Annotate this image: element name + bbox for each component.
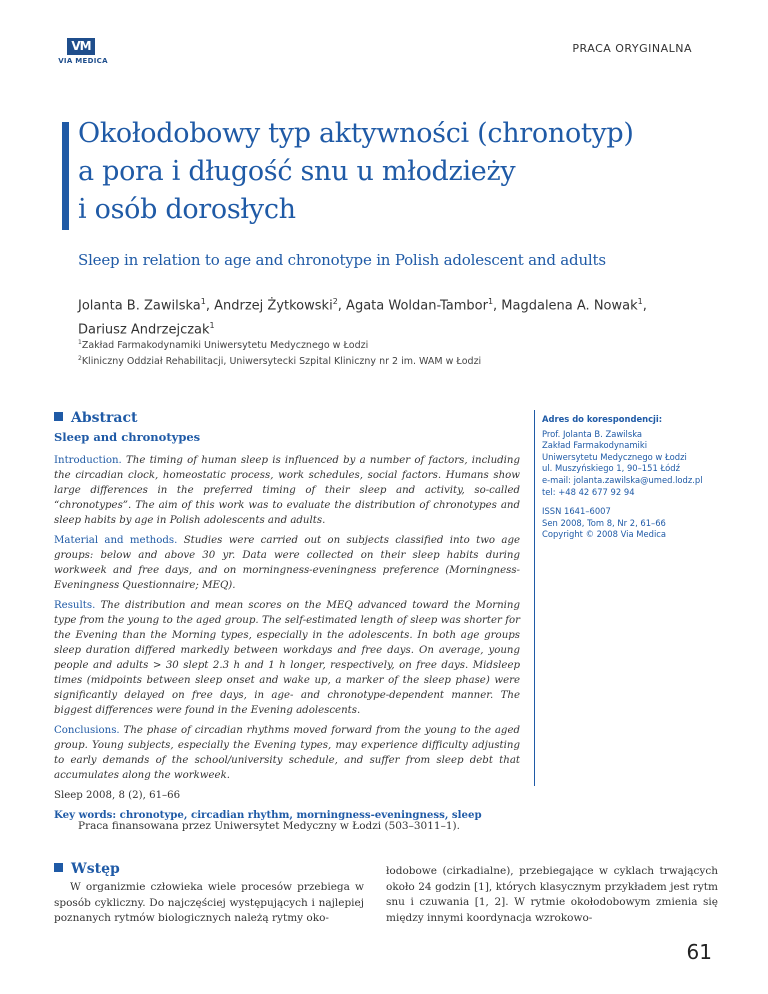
affiliation xyxy=(78,352,718,368)
abstract-text: The phase of circadian rhythms moved forward from the young to the aged group. Young subjects, especially the Evening types, may experience difficulty adjusting to early demands of the school/university schedule, and suffer from sleep debt that accumulates along the workweek. xyxy=(54,725,520,781)
spacer xyxy=(542,498,722,506)
abstract-paragraph xyxy=(54,453,520,528)
logo-brand: VIA MEDICA xyxy=(58,57,108,65)
abstract-label: Results. xyxy=(54,600,96,611)
abstract-label: Introduction. xyxy=(54,455,122,466)
abstract-text: The timing of human sleep is influenced by a number of factors, including the circadian clock, homeostatic process, work schedules, social factors. Humans show large differences in the preferred timing of their sleep and activity, so-called “chronotypes”. The aim of this work was to evaluate the distribution of chronotypes and sleep habits by age in Polish adolescents and adults. xyxy=(54,455,520,526)
author-affil-ref: 1 xyxy=(637,297,643,306)
title-accent-bar xyxy=(62,122,69,230)
author-affil-ref: 2 xyxy=(332,297,338,306)
abstract-paragraph xyxy=(54,598,520,718)
author-affil-ref: 1 xyxy=(487,297,494,306)
title-line: Okołodobowy typ aktywności (chronotyp) xyxy=(78,118,634,149)
abstract-citation: Sleep 2008, 8 (2), 61–66 xyxy=(54,790,181,801)
abstract-body xyxy=(54,430,520,828)
author-name: Agata Woldan-Tambor xyxy=(346,298,488,314)
correspondence-phone: tel: +48 42 677 92 94 xyxy=(542,486,635,497)
page-number: 61 xyxy=(686,940,712,964)
author-affil-ref: 1 xyxy=(209,321,215,331)
issue-info: Sen 2008, Tom 8, Nr 2, 61–66 xyxy=(542,517,666,528)
correspondence-email: e-mail: jolanta.zawilska@umed.lodz.pl xyxy=(542,474,703,485)
correspondence-line: Uniwersytetu Medycznego w Łodzi xyxy=(542,451,687,462)
author-affil-ref: 1 xyxy=(200,297,206,306)
affil-number: 1 xyxy=(78,339,82,346)
copyright: Copyright © 2008 Via Medica xyxy=(542,529,667,540)
square-bullet-icon xyxy=(54,412,63,421)
author-name: Andrzej Żytkowski xyxy=(214,298,333,314)
intro-left-column: W organizmie człowieka wiele procesów przebiega w sposób cykliczny. Do najczęściej występujących i najlepiej poznanych rytmów biologicznych należą rytmy oko- xyxy=(54,881,364,924)
abstract-heading-text: Abstract xyxy=(71,410,138,426)
logo-mark: VM xyxy=(67,38,95,55)
title-line: i osób dorosłych xyxy=(78,194,296,225)
abstract-text: Studies were carried out on subjects classified into two age groups: below and above 30 yr. Data were collected on their sleep habits during workweek and free days, and on morningness-eveningness preference (Morningness-Eveningness Questionnaire; MEQ). xyxy=(54,535,521,591)
author-name: Magdalena A. Nowak xyxy=(501,298,638,314)
affiliation xyxy=(78,336,718,352)
abstract-label: Material and methods. xyxy=(54,535,178,546)
affil-text: Zakład Farmakodynamiki Uniwersytetu Medycznego w Łodzi xyxy=(81,340,369,352)
intro-right-column: łodobowe (cirkadialne), przebiegające w cyklach trwających około 24 godzin [1], których klasycznym przykładem jest rytm snu i czuwania [1, 2]. W rytmie okołodobowym zmienia się między innymi koordynacja wzrokowo- xyxy=(386,865,718,924)
abstract-subheading: Sleep and chronotypes xyxy=(54,430,201,444)
keywords-text: chronotype, circadian rhythm, morningness-eveningness, sleep xyxy=(116,809,482,821)
correspondence-line: Prof. Jolanta B. Zawilska xyxy=(542,428,643,439)
abstract-text: The distribution and mean scores on the MEQ advanced toward the Morning type from the young to the aged group. The self-estimated length of sleep was shorter for the Evening than the Morning types, especially in the adolescents. In both age groups sleep duration differed markedly between workdays and free days. On average, young people and adults > 30 slept 2.3 h and 1 h longer, respectively, on free days. Midsleep times (midpoints between sleep onset and wake up, a marker of the sleep phase) were significantly delayed on free days, in age- and chronotype-dependent manner. The biggest differences were found in the Evening adolescents. xyxy=(54,600,520,716)
correspondence-line: Zakład Farmakodynamiki xyxy=(542,440,648,451)
abstract-heading xyxy=(54,410,137,426)
intro-heading xyxy=(54,861,120,877)
author-name: Dariusz Andrzejczak xyxy=(78,322,210,338)
author-name: Jolanta B. Zawilska xyxy=(78,298,201,314)
affil-number: 2 xyxy=(78,355,82,363)
correspondence-line: ul. Muszyńskiego 1, 90–151 Łódź xyxy=(542,463,680,474)
article-subtitle: Sleep in relation to age and chronotype in Polish adolescent and adults xyxy=(78,251,606,269)
correspondence-box xyxy=(542,414,722,541)
square-bullet-icon xyxy=(54,863,63,872)
article-title xyxy=(78,115,718,229)
sidebar-divider xyxy=(534,410,535,786)
funding-note: Praca finansowana przez Uniwersytet Medyczny w Łodzi (503–3011–1). xyxy=(78,820,460,832)
title-line: a pora i długość snu u młodzieży xyxy=(78,156,516,187)
author-list: Jolanta B. Zawilska$^1$, Andrzej Żytkowski$^2$, Agata Woldan-Tambor$^1$, Magdalena A. Nowak$^1$, Dariusz Andrzejczak$^1$ xyxy=(78,297,647,338)
issn: ISSN 1641–6007 xyxy=(542,506,611,517)
section-label: PRACA ORYGINALNA xyxy=(572,42,692,55)
keywords-label: Key words: xyxy=(54,809,117,821)
abstract-paragraph xyxy=(54,723,520,783)
abstract-label: Conclusions. xyxy=(54,725,120,736)
via-medica-logo xyxy=(58,38,108,68)
affil-text: Kliniczny Oddział Rehabilitacji, Uniwersytecki Szpital Kliniczny nr 2 im. WAM w Łodzi xyxy=(81,356,482,368)
intro-heading-text: Wstęp xyxy=(71,861,120,877)
abstract-paragraph xyxy=(54,533,520,593)
affiliation-list xyxy=(78,336,718,368)
correspondence-heading: Adres do korespondencji: xyxy=(542,414,663,424)
